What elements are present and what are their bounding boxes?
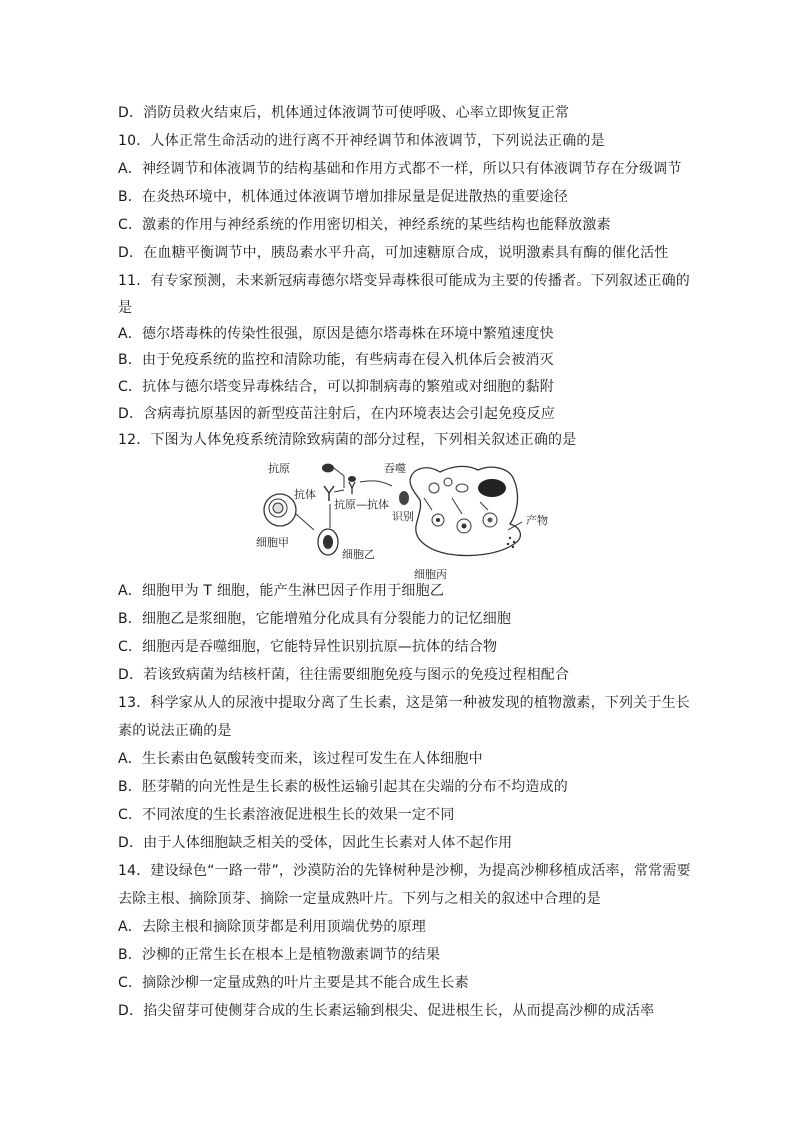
cell-bing-membrane	[410, 466, 520, 555]
label-antigen: 抗原	[268, 462, 290, 475]
q11-option-a: A．德尔塔毒株的传染性很强，原因是德尔塔毒株在环境中繁殖速度快	[118, 326, 554, 342]
q11-option-d: D．含病毒抗原基因的新型疫苗注射后，在内环境表达会引起免疫反应	[118, 406, 555, 422]
q14-stem: 14．建设绿色“一路一带”，沙漠防治的先锋树种是沙柳，为提高沙柳移植成活率，常常需要	[118, 863, 691, 879]
q11-option-b: B．由于免疫系统的监控和清除功能，有些病毒在侵入机体后会被消灭	[118, 352, 554, 368]
q12-option-a: A．细胞甲为 T 细胞，能产生淋巴因子作用于细胞乙	[118, 583, 445, 599]
q10-stem: 10．人体正常生命活动的进行离不开神经调节和体液调节，下列说法正确的是	[118, 133, 605, 149]
label-cell-yi: 细胞乙	[342, 548, 375, 561]
q14-option-c: C．摘除沙柳一定量成熟的叶片主要是其不能合成生长素	[118, 975, 469, 991]
q9-option-d: D．消防员救火结束后，机体通过体液调节可使呼吸、心率立即恢复正常	[118, 105, 570, 121]
q11-stem: 11．有专家预测，未来新冠病毒德尔塔变异毒株很可能成为主要的传播者。下列叙述正确的	[118, 273, 691, 289]
label-cell-bing: 细胞丙	[414, 568, 447, 581]
antigen-icon	[322, 464, 334, 473]
q12-option-d: D．若该致病菌为结核杆菌，往往需要细胞免疫与图示的免疫过程相配合	[118, 667, 570, 683]
q14-option-d: D．掐尖留芽可使侧芽合成的生长素运输到根尖、促进根生长，从而提高沙柳的成活率	[118, 1003, 655, 1019]
label-recognize: 识别	[392, 510, 414, 523]
label-antibody: 抗体	[294, 488, 316, 501]
nucleus-icon	[478, 479, 506, 497]
q13-option-d: D．由于人体细胞缺乏相关的受体，因此生长素对人体不起作用	[118, 835, 513, 851]
q13-option-b: B．胚芽鞘的向光性是生长素的极性运输引起其在尖端的分布不均造成的	[118, 779, 569, 795]
antibody-icon	[324, 486, 334, 501]
q11-option-c: C．抗体与德尔塔变异毒株结合，可以抑制病毒的繁殖或对细胞的黏附	[118, 379, 554, 395]
q13-stem: 13．科学家从人的尿液中提取分离了生长素，这是第一种被发现的植物激素，下列关于生长	[118, 695, 691, 711]
q12-option-c: C．细胞丙是吞噬细胞，它能特异性识别抗原—抗体的结合物	[118, 639, 498, 655]
label-cell-jia: 细胞甲	[256, 536, 289, 549]
q14-option-b: B．沙柳的正常生长在根本上是植物激素调节的结果	[118, 947, 441, 963]
q13-stem-cont: 素的说法正确的是	[118, 723, 232, 739]
q14-stem-cont: 去除主根、摘除顶芽、摘除一定量成熟叶片。下列与之相关的叙述中合理的是	[118, 891, 601, 907]
label-phagocytosis: 吞噬	[384, 462, 406, 475]
label-product: 产物	[526, 514, 548, 527]
q13-option-c: C．不同浓度的生长素溶液促进根生长的效果一定不同	[118, 807, 455, 823]
q10-option-d: D．在血糖平衡调节中，胰岛素水平升高，可加速糖原合成，说明激素具有酶的催化活性	[118, 245, 669, 261]
phagocyte-contact-icon	[399, 491, 409, 505]
q10-option-c: C．激素的作用与神经系统的作用密切相关，神经系统的某些结构也能释放激素	[118, 217, 611, 233]
q12-option-b: B．细胞乙是浆细胞，它能增殖分化成具有分裂能力的记忆细胞	[118, 611, 512, 627]
q12-stem: 12．下图为人体免疫系统清除致病菌的部分过程，下列相关叙述正确的是	[118, 432, 577, 448]
label-complex: 抗原—抗体	[334, 498, 389, 511]
q13-option-a: A．生长素由色氨酸转变而来，该过程可发生在人体细胞中	[118, 751, 483, 767]
q10-option-b: B．在炎热环境中，机体通过体液调节增加排尿量是促进散热的重要途径	[118, 189, 569, 205]
complex-icon	[349, 482, 355, 494]
q10-option-a: A．神经调节和体液调节的结构基础和作用方式都不一样，所以只有体液调节存在分级调节	[118, 161, 682, 177]
q11-stem-cont: 是	[118, 300, 133, 316]
q14-option-a: A．去除主根和摘除顶芽都是利用顶端优势的原理	[118, 919, 426, 935]
immune-process-figure	[252, 458, 572, 582]
